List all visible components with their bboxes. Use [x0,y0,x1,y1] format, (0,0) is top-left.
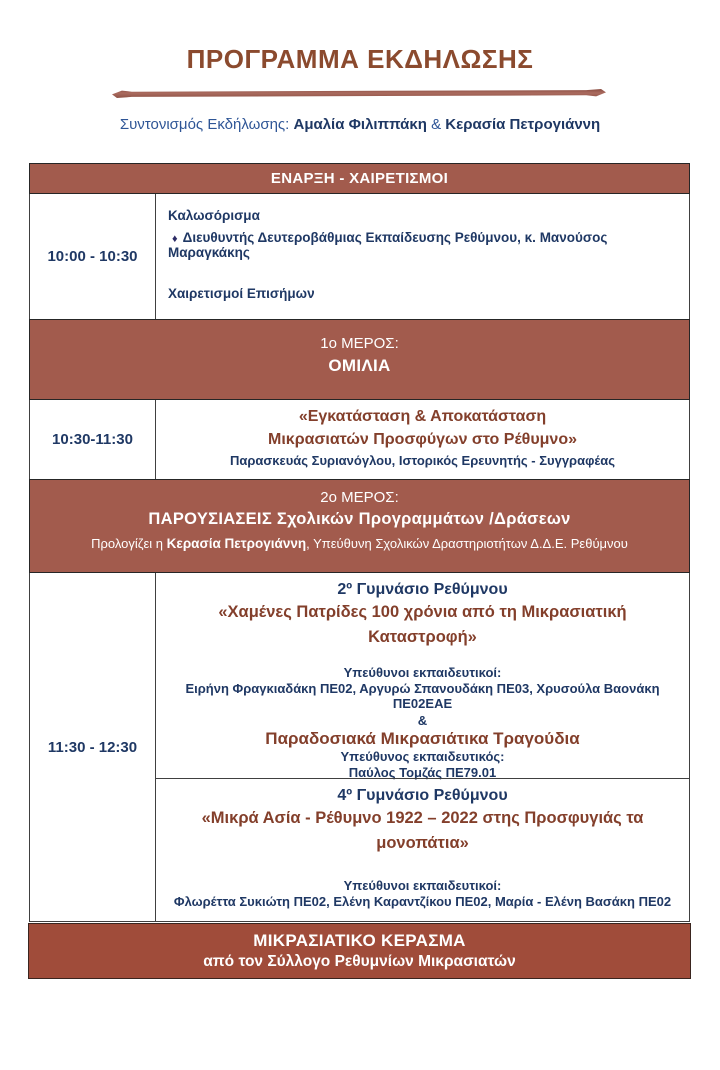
talk-row [29,400,690,479]
intro-prefix: Προλογίζει η [91,536,167,551]
page-title: ΠΡΟΓΡΑΜΜΑ ΕΚΔΗΛΩΣΗΣ [186,44,534,74]
school1-teachers-label: Υπεύθυνοι εκπαιδευτικοί: [343,665,502,680]
school2-name: 4º Γυμνάσιο Ρεθύμνου [337,787,508,804]
opening-row [29,194,690,319]
coordinator-name-2: Κερασία Πετρογιάννη [445,116,601,133]
opening-header-bar: ΕΝΑΡΞΗ - ΧΑΙΡΕΤΙΣΜΟΙ [29,163,690,194]
talk-title [156,405,689,451]
part2-label: 2ο ΜΕΡΟΣ: [320,489,399,506]
schools-row [29,573,690,922]
school1-name: 2º Γυμνάσιο Ρεθύμνου [337,581,508,598]
time-cell-schools: 11:30 - 12:30 [30,573,156,921]
school1-teachers-names: Ειρήνη Φραγκιαδάκη ΠΕ02, Αργυρώ Σπανουδάκη ΠΕ03, Χρυσούλα Βαονάκη ΠΕ02ΕΑΕ [185,681,660,711]
official-name: Μανούσος Μαραγκάκης [168,230,608,260]
school2-project-title [156,806,689,856]
school2-project-line2: μονοπάτια» [376,834,469,852]
school2-teachers-names: Φλωρέττα Συκιώτη ΠΕ02, Ελένη Καραντζίκου ΠΕ02, Μαρία - Ελένη Βασάκη ΠΕ02 [173,894,672,909]
diamond-bullet-icon: ♦ [172,233,178,245]
intro-name: Κερασία Πετρογιάννη [166,536,307,551]
coordinator-name-1: Αμαλία Φιλιππάκη [293,116,427,133]
music-teacher-name: Παύλος Τομζάς ΠΕ79.01 [348,765,497,780]
talk-content [156,400,689,479]
part1-label: 1ο ΜΕΡΟΣ: [320,335,399,352]
welcome-text: Καλωσόρισμα [168,208,260,223]
intro-suffix: , Υπεύθυνη Σχολικών Δραστηριοτήτων Δ.Δ.Ε. Ρεθύμνου [306,536,628,551]
talk-title-line1: «Εγκατάσταση & Αποκατάσταση [298,408,547,425]
opening-content [156,194,689,319]
part1-header-bar [29,319,690,400]
closing-title: ΜΙΚΡΑΣΙΑΤΙΚΟ ΚΕΡΑΣΜΑ [253,931,466,950]
closing-subtitle: από τον Σύλλογο Ρεθυμνίων Μικρασιατών [203,953,516,970]
schedule-table [29,163,690,922]
school2-teachers-label: Υπεύθυνοι εκπαιδευτικοί: [343,878,502,893]
ampersand-separator: & [417,713,428,728]
school1-project-line2: Καταστροφή» [368,628,477,646]
school-projects-column [156,573,689,921]
talk-title-line2: Μικρασιατών Προσφύγων στο Ρέθυμνο» [268,431,577,448]
school1-block [156,573,689,778]
coordination-label: Συντονισμός Εκδήλωσης: [119,116,294,133]
speaker-line: Παρασκευάς Συριανόγλου, Ιστορικός Ερευνητής - Συγγραφέας [230,453,615,468]
music-program-title: Παραδοσιακά Μικρασιάτικα Τραγούδια [265,729,580,748]
greetings-text: Χαιρετισμοί Επισήμων [168,286,315,301]
official-line [168,230,677,260]
coordination-separator: & [426,116,446,133]
school2-block [156,778,689,921]
school1-project-title [156,600,689,650]
time-cell-opening: 10:00 - 10:30 [30,194,156,319]
part2-intro-line [30,536,689,551]
time-cell-talk: 10:30-11:30 [30,400,156,479]
school2-project-line1: «Μικρά Ασία - Ρέθυμνο 1922 – 2022 στης Προσφυγιάς τα [201,809,644,827]
school1-project-line1: «Χαμένες Πατρίδες 100 χρόνια από τη Μικρασιατική [218,603,627,621]
official-role: Διευθυντής Δευτεροβάθμιας Εκπαίδευσης Ρεθύμνου, κ. [182,230,540,245]
closing-bar [28,923,691,979]
part1-title: ΟΜΙΛΙΑ [328,356,391,375]
part2-title: ΠΑΡΟΥΣΙΑΣΕΙΣ Σχολικών Προγραμμάτων /Δράσεων [148,510,571,528]
music-teacher-label: Υπεύθυνος εκπαιδευτικός: [340,749,505,764]
title-underline-brush [112,89,606,98]
part2-header-bar [29,479,690,573]
coordination-line [0,116,720,133]
